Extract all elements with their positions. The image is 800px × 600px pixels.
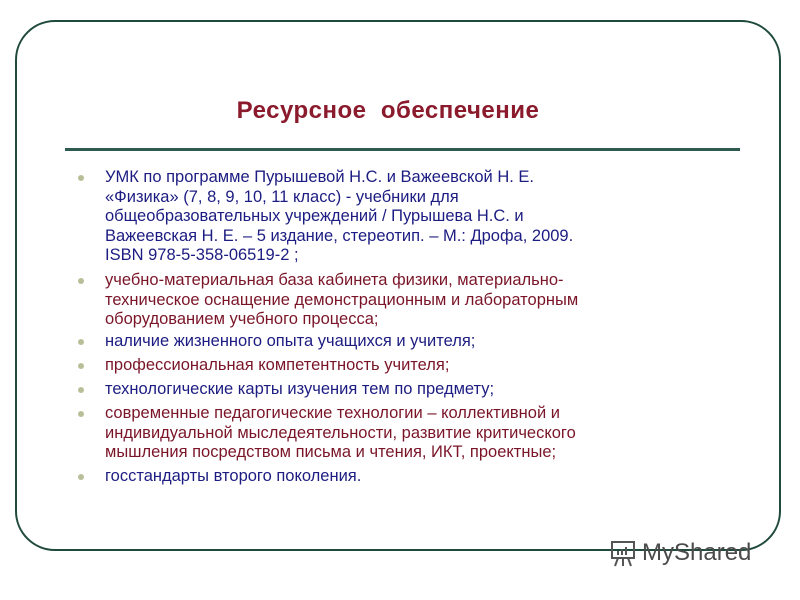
- list-item: [105, 271, 705, 330]
- list-item-text: УМК по программе Пурышевой Н.С. и Важеевской Н. Е. «Физика» (7, 8, 9, 10, 11 класс) - учебники для общеобразовательных учреждений / Пурышева Н.С. и Важеевская Н. Е. – 5 издание, стереотип. – М.: Дрофа, 2009. ISBN 978-5-358-06519-2 ;: [105, 168, 574, 265]
- presentation-board-icon: [608, 538, 638, 568]
- bullet-icon: [78, 175, 84, 181]
- bullet-icon: [78, 278, 84, 284]
- bullet-icon: [78, 363, 84, 369]
- list-item: [105, 332, 705, 352]
- list-item-text: современные педагогические технологии – коллективной и индивидуальной мыследеятельности, развитие критического мышления посредством письма и чтения, ИКТ, проектные;: [105, 404, 576, 462]
- bullet-icon: [78, 411, 84, 417]
- list-item-text: наличие жизненного опыта учащихся и учителя;: [105, 332, 476, 350]
- slide-title: Ресурсное обеспечение: [236, 97, 540, 124]
- list-item-text: госстандарты второго поколения.: [105, 467, 362, 485]
- title-underline: [65, 148, 740, 151]
- list-item: [105, 380, 705, 400]
- list-item: [105, 404, 705, 463]
- list-item-text: профессиональная компетентность учителя;: [105, 356, 450, 374]
- list-item-text: технологические карты изучения тем по предмету;: [105, 380, 495, 398]
- list-item: [105, 467, 705, 487]
- watermark-text: MyShared: [642, 539, 752, 566]
- watermark-logo: [608, 535, 751, 571]
- bullet-icon: [78, 387, 84, 393]
- bullet-icon: [78, 474, 84, 480]
- list-item: [105, 356, 705, 376]
- list-item: [105, 168, 705, 266]
- list-item-text: учебно-материальная база кабинета физики, материально- техническое оснащение демонстрационным и лабораторным оборудованием учебного процесса;: [105, 271, 579, 329]
- bullet-icon: [78, 339, 84, 345]
